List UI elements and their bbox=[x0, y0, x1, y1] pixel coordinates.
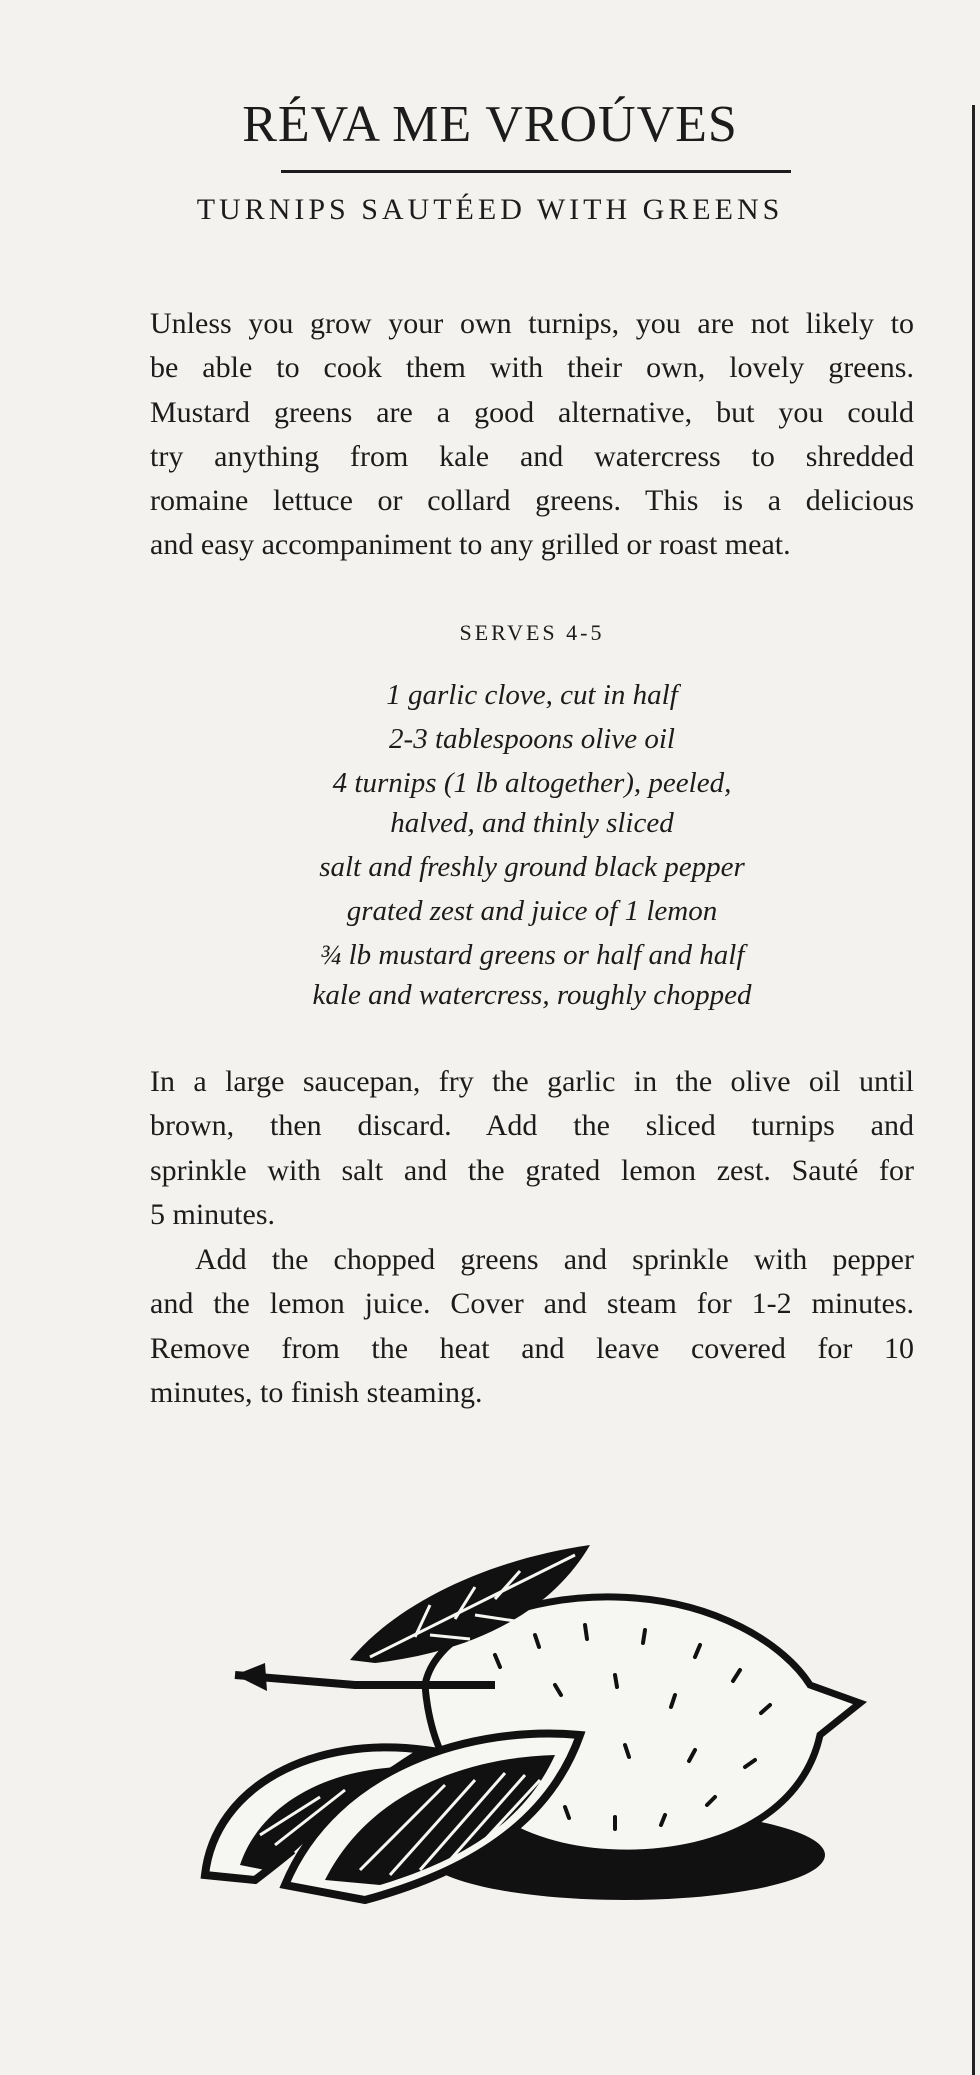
lemon-woodcut-icon bbox=[195, 1535, 885, 1925]
ingredient-list bbox=[150, 675, 914, 1019]
intro-line: be able to cook them with their own, lovely greens. bbox=[150, 351, 914, 385]
method-paragraph-1 bbox=[150, 1060, 914, 1237]
method-line: 5 minutes. bbox=[150, 1197, 275, 1231]
intro-line: try anything from kale and watercress to shredded bbox=[150, 439, 914, 473]
method-paragraph-2 bbox=[150, 1238, 914, 1415]
method-line: In a large saucepan, fry the garlic in the olive oil until bbox=[150, 1065, 914, 1098]
method-line: sprinkle with salt and the grated lemon zest. Sauté for bbox=[150, 1153, 914, 1187]
ingredient-item: ¾ lb mustard greens or half and half kale and watercress, roughly chopped bbox=[312, 939, 752, 1011]
page-edge-line bbox=[972, 105, 975, 2075]
intro-line: romaine lettuce or collard greens. This is a delicious bbox=[150, 484, 914, 518]
intro-line: Unless you grow your own turnips, you are not likely to bbox=[150, 307, 914, 340]
ingredient-item: 4 turnips (1 lb altogether), peeled, halved, and thinly sliced bbox=[332, 767, 732, 839]
intro-line: Mustard greens are a good alternative, but you could bbox=[150, 395, 914, 429]
ingredient-item: salt and freshly ground black pepper bbox=[319, 851, 745, 883]
method-line: minutes, to finish steaming. bbox=[150, 1375, 483, 1409]
ingredient-item: grated zest and juice of 1 lemon bbox=[346, 895, 718, 927]
recipe-subtitle: TURNIPS SAUTÉED WITH GREENS bbox=[196, 193, 784, 226]
method-line: and the lemon juice. Cover and steam for 1-2 minutes. bbox=[150, 1287, 914, 1321]
method-line: Add the chopped greens and sprinkle with pepper bbox=[195, 1243, 914, 1276]
method-line: Remove from the heat and leave covered for 10 bbox=[150, 1331, 914, 1365]
title-divider bbox=[281, 170, 791, 173]
intro-line: and easy accompaniment to any grilled or roast meat. bbox=[150, 528, 791, 562]
method-line: brown, then discard. Add the sliced turnips and bbox=[150, 1109, 914, 1143]
ingredient-item: 2-3 tablespoons olive oil bbox=[389, 723, 675, 755]
stem-tip bbox=[235, 1663, 267, 1691]
ingredient-item: 1 garlic clove, cut in half bbox=[386, 679, 678, 711]
intro-paragraph bbox=[150, 302, 914, 568]
recipe-title: RÉVA ME VROÚVES bbox=[242, 96, 738, 153]
serves-label: SERVES 4-5 bbox=[459, 620, 605, 645]
